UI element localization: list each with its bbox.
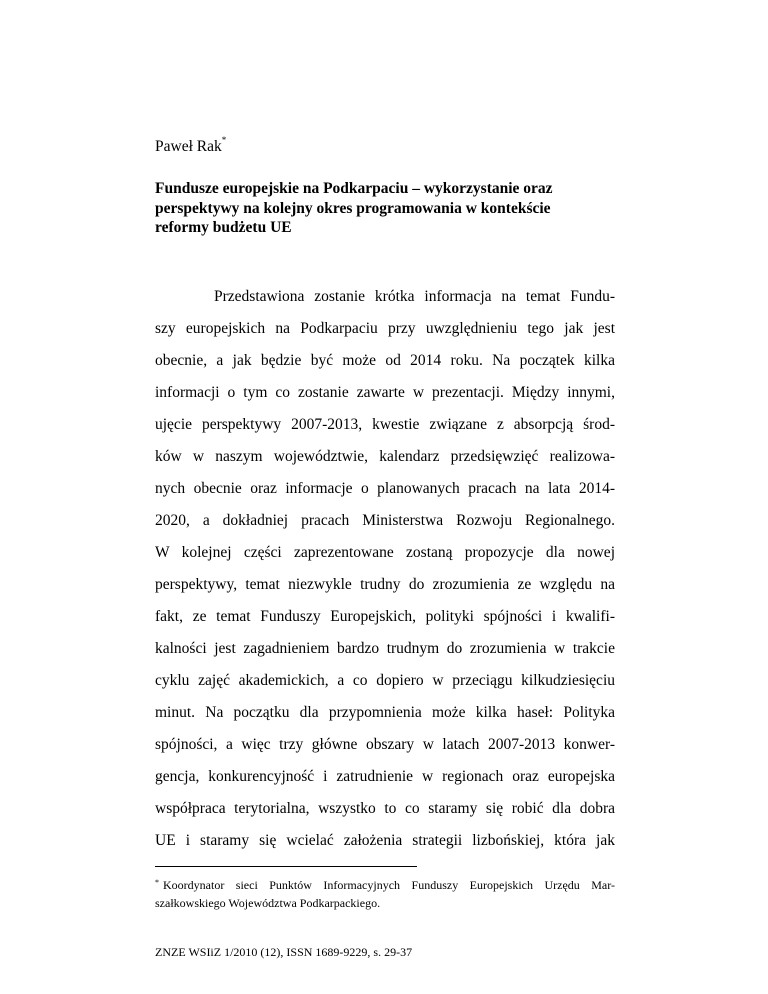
body-line: informacji o tym co zostanie zawarte w prezentacji. Między innymi, (155, 384, 615, 401)
body-line: 2020, a dokładniej pracach Ministerstwa Rozwoju Regionalnego. (155, 512, 615, 529)
body-line: obecnie, a jak będzie być może od 2014 roku. Na początek kilka (155, 352, 615, 369)
body-line: fakt, ze temat Funduszy Europejskich, polityki spójności i kwalifi- (155, 608, 615, 625)
body-line: nych obecnie oraz informacje o planowanych pracach na lata 2014- (155, 480, 615, 497)
footnote-line (155, 877, 615, 895)
footnote-line: szałkowskiego Województwa Podkarpackiego. (155, 896, 381, 910)
body-line: perspektywy, temat niezwykle trudny do zrozumienia ze względu na (155, 576, 615, 593)
body-paragraph (155, 281, 615, 857)
body-line: kalności jest zagadnieniem bardzo trudnym do zrozumienia w trakcie (155, 640, 615, 657)
footnote-mark: * (155, 878, 159, 887)
body-line: szy europejskich na Podkarpaciu przy uwzględnieniu tego jak jest (155, 320, 615, 337)
author-line (155, 132, 226, 157)
body-line: ujęcie perspektywy 2007-2013, kwestie związane z absorpcją środ- (155, 416, 615, 433)
body-line: cyklu zajęć akademickich, a co dopiero w przeciągu kilkudziesięciu (155, 672, 615, 689)
journal-citation: ZNZE WSIiZ 1/2010 (12), ISSN 1689-9229, s. 29-37 (155, 945, 413, 959)
body-line: minut. Na początku dla przypomnienia może kilka haseł: Polityka (155, 704, 615, 721)
body-line: Przedstawiona zostanie krótka informacja na temat Fundu- (214, 288, 615, 305)
author-footnote-mark: * (221, 135, 227, 145)
article-title (155, 179, 635, 238)
body-line: ków w naszym województwie, kalendarz przedsięwzięć realizowa- (155, 448, 615, 465)
footnote-divider (155, 866, 417, 867)
footnote (155, 877, 615, 911)
body-line: W kolejnej części zaprezentowane zostaną propozycje dla nowej (155, 544, 615, 561)
title-line: perspektywy na kolejny okres programowania w kontekście (155, 199, 551, 217)
body-line: UE i staramy się wcielać założenia strategii lizbońskiej, która jak (155, 832, 615, 849)
title-line: reformy budżetu UE (155, 219, 292, 236)
footnote-text: Koordynator sieci Punktów Informacyjnych Funduszy Europejskich Urzędu Mar- (163, 878, 615, 892)
body-line: gencja, konkurencyjność i zatrudnienie w regionach oraz europejska (155, 768, 615, 785)
body-line: spójności, a więc trzy główne obszary w latach 2007-2013 konwer- (155, 736, 615, 753)
author-name: Paweł Rak (155, 138, 222, 156)
title-line: Fundusze europejskie na Podkarpaciu – wykorzystanie oraz (155, 180, 553, 197)
body-line: współpraca terytorialna, wszystko to co staramy się robić dla dobra (155, 800, 615, 817)
